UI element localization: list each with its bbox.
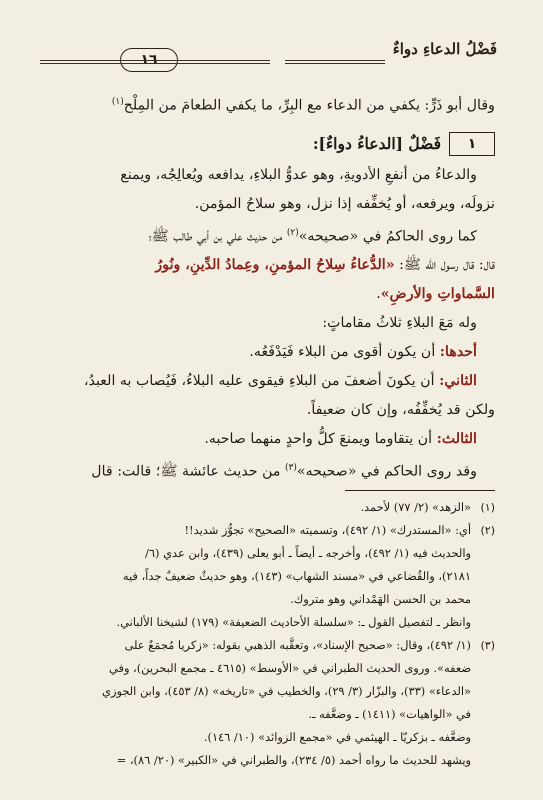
footnote-text: محمد بن الحسن الهَمْداني وهو متروك. xyxy=(290,592,471,606)
footnote-ref: (٣) xyxy=(285,463,297,474)
footnote-text: ويشهد للحديث ما رواه أحمد (٥/ ٢٣٤)، والطبراني في «الكبير» (٢٠/ ٨٦)، = xyxy=(116,753,471,767)
text-span: أن يتقاوما ويمنعَ كلُّ واحدٍ منهما صاحبه. xyxy=(204,431,437,448)
footnote-text: وانظر ـ لتفصيل القول ـ: «سلسلة الأحاديث الضعيفة» (١٧٩) لشيخنا الألباني. xyxy=(116,615,471,629)
footnotes xyxy=(43,496,495,772)
text-span: من حديث عائشة ﷺ؛ قالت: قال xyxy=(91,464,286,481)
station-label: أحدها: xyxy=(439,344,477,361)
text-span: وقد روى الحاكم في «صحيحه» xyxy=(296,464,477,481)
station-label: الثاني: xyxy=(439,373,477,390)
footnote-text: في «الواهيات» (١٤١١) ـ وضعَّفه ـ. xyxy=(308,707,471,721)
text-span: أن يكونَ أضعفَ من البلاءِ فيقوى عليه البلاءُ، فَيُصاب به العبدُ، xyxy=(84,373,440,390)
footnote-text: «الزهد» (٢/ ٧٧) لأحمد. xyxy=(360,500,471,514)
header-rule-left xyxy=(40,60,270,64)
footnote-text: ضعفه». وروى الحديث الطبراني في «الأوسط» (٤٦١٥ ـ مجمع البحرين)، وفي xyxy=(109,661,471,675)
main-text xyxy=(45,88,495,487)
text-line: وله مَعَ البلاءِ ثلاثُ مقاماتٍ: xyxy=(322,315,477,332)
running-title: فَضْلُ الدعاءِ دواءٌ xyxy=(392,40,497,58)
page-header xyxy=(40,38,505,72)
station-label: الثالث: xyxy=(436,431,477,448)
footnote-separator xyxy=(345,490,495,491)
text-line xyxy=(45,454,495,487)
hadith-text: «الدُّعاءُ سِلاحُ المؤمنِ، وعِمادُ الدِّينِ، ونُورُ xyxy=(155,257,395,274)
footnote-text: أي: «المستدرك» (١/ ٤٩٢)، وتسميته «الصحيح» تجوُّز شديد!! xyxy=(184,523,471,537)
footnote-text: ٢١٨١)، والقُضاعي في «مسند الشهاب» (١٤٣)، وهو حديثٌ ضعيفٌ جداً، فيه xyxy=(122,569,471,583)
section-number-box: ١ xyxy=(449,132,495,156)
hadith-text: السَّماواتِ والأرضِ» xyxy=(380,286,495,303)
footnote-ref: (١) xyxy=(111,97,124,107)
station-second xyxy=(45,367,495,396)
footnote-text: والحديث فيه (١/ ٤٩٢)، وأخرجه ـ أيضاً ـ أبو يعلى (٤٣٩)، وابن عدي (٦/ xyxy=(145,546,471,560)
text-span: كما روى الحاكمُ في «صحيحه» xyxy=(298,228,477,245)
text-line xyxy=(45,88,495,121)
section-title: فَضْلٌ [الدعاءُ دواءٌ]: xyxy=(312,134,441,154)
text-line: ولكن قد يُخفِّفُه، وإن كان ضعيفاً. xyxy=(306,402,495,419)
footnote xyxy=(43,634,495,657)
footnote-text: «الدعاء» (٣٣)، والبزّار (٣/ ٢٩)، والخطيب في «تاريخه» (٨/ ٤٥٣)، وابن الجوزي xyxy=(102,684,471,698)
footnote-number: (١) xyxy=(480,501,495,514)
abu-dharr-quote: وقال أبو ذَرٍّ: يكفي من الدعاء مع البِرِّ، ما يكفي الطعامَ من المِلْح xyxy=(123,97,495,114)
station-first xyxy=(45,338,495,367)
text-span: قال: قال رسول الله ﷺ: xyxy=(394,257,495,274)
footnote-text: وضعَّفه ـ بزكريّا ـ الهيثمي في «مجمع الزوائد» (١٠/ ١٤٦). xyxy=(203,730,471,744)
text-line: نزولَه، ويرفعه، أو يُخفِّفه إذا نزل، وهو سلاحُ المؤمن. xyxy=(194,195,495,212)
footnote xyxy=(43,496,495,519)
page-number: ١٦ xyxy=(120,48,178,72)
text-span: من حديث علي بن أبي طالب ﷺ؛ xyxy=(148,228,287,245)
footnote xyxy=(43,519,495,542)
text-line xyxy=(45,280,495,309)
footnote-text: (١/ ٤٩٢)، وقال: «صحيح الإسناد»، وتعقَّبه الذهبي بقوله: «زكريا مُجمَعٌ على xyxy=(124,638,471,652)
text-line: والدعاءُ من أنفعِ الأدويةِ، وهو عدوُّ البلاءِ، يدافعه ويُعالِجُه، ويمنع xyxy=(120,166,477,183)
text-span: أن يكون أقوى من البلاء فَيَدْفَعُه. xyxy=(249,344,440,361)
text-line xyxy=(45,219,495,252)
text-line xyxy=(45,251,495,280)
station-third xyxy=(45,425,495,454)
footnote-number: (٢) xyxy=(480,524,495,537)
footnote-number: (٣) xyxy=(480,639,495,652)
footnote-ref: (٢) xyxy=(286,227,299,238)
header-rule xyxy=(285,60,385,64)
section-heading xyxy=(45,129,495,159)
text-span: . xyxy=(376,286,381,303)
